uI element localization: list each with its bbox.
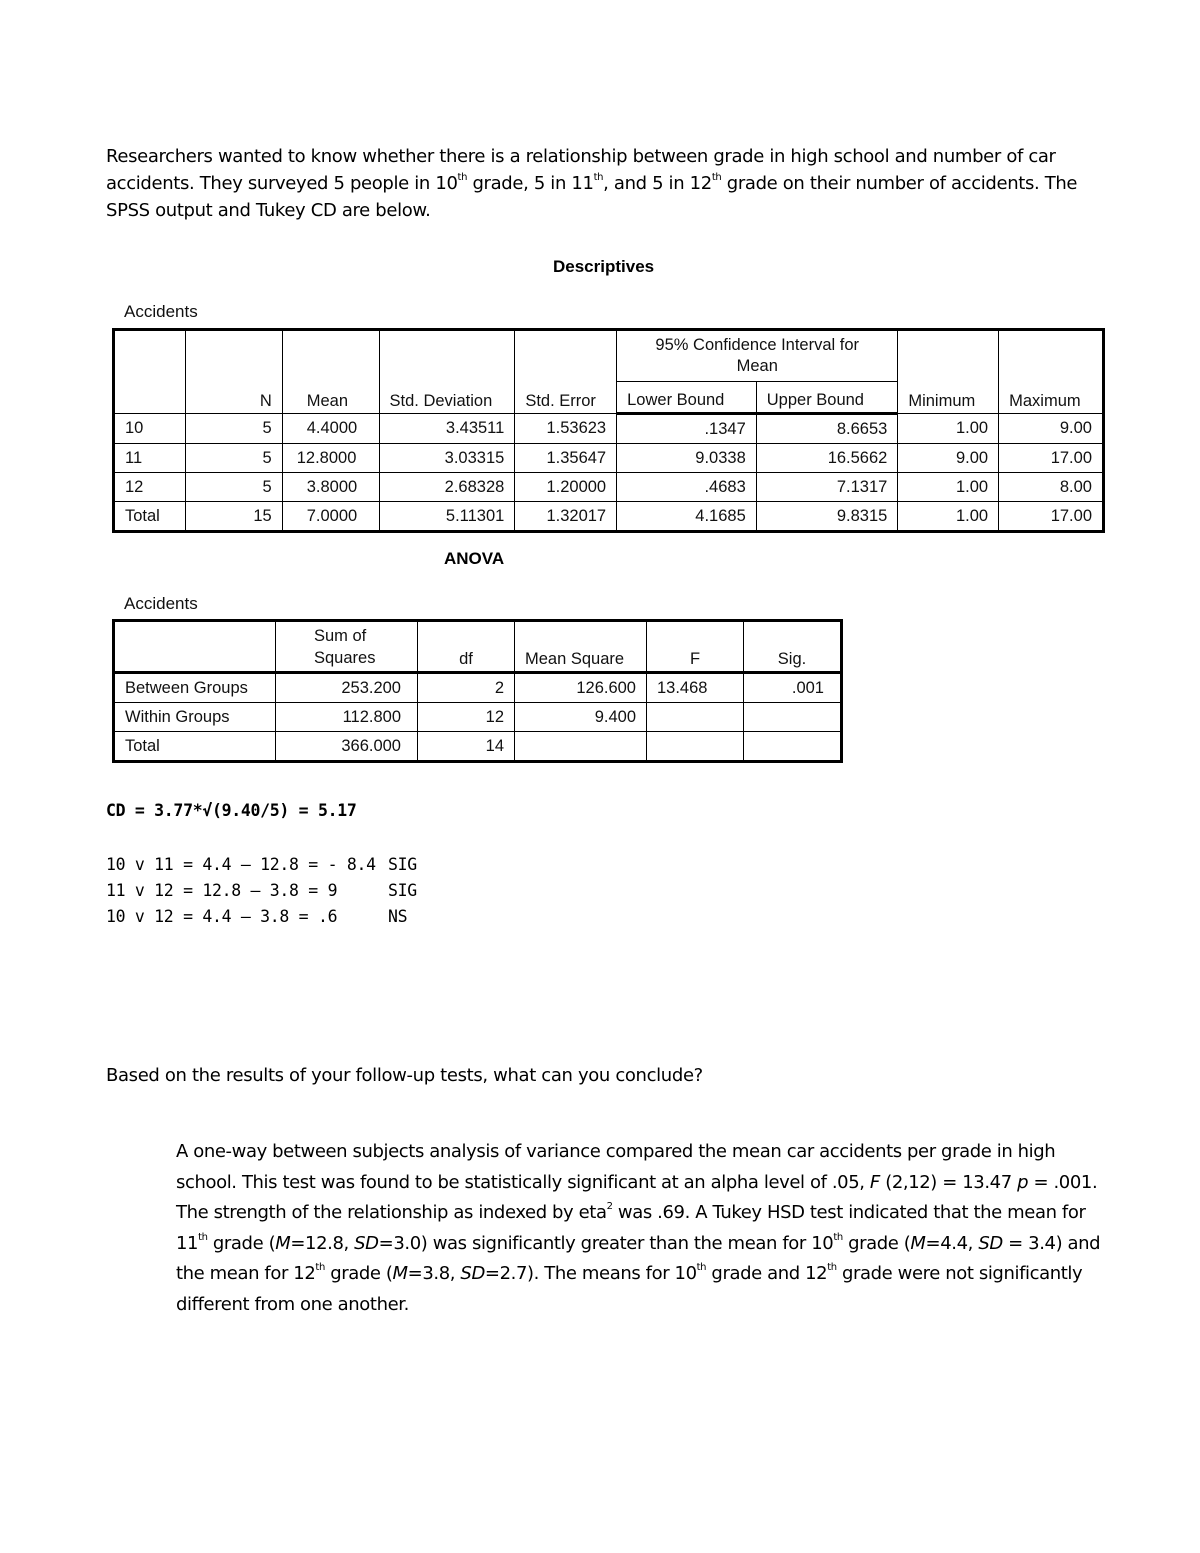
header-mean: Mean xyxy=(282,330,379,414)
answer-paragraph: A one-way between subjects analysis of variance compared the mean car accidents per grade in high school. This test was found to be statistically significant at an alpha level of .05, F (2,12) = 13.47 p = .001. The strength of the relationship as indexed by eta$^2$ was .69. A Tukey HSD test indicated that the mean for 11th grade (M=12.8, SD=3.0) was significantly greater than the mean for 10th grade (M=4.4, SD = 3.4) and the mean for 12th grade (M=3.8, SD=2.7). The means for 10th grade and 12th grade were not significantly different from one another. xyxy=(176,1141,1101,1315)
question: Based on the results of your follow-up tests, what can you conclude? xyxy=(106,1065,703,1086)
header-minimum: Minimum xyxy=(898,330,999,414)
header-sig: Sig. xyxy=(744,621,842,673)
header-std-deviation: Std. Deviation xyxy=(379,330,515,414)
comparison-result-3: NS xyxy=(388,907,408,926)
header-std-error: Std. Error xyxy=(515,330,617,414)
descriptives-table xyxy=(112,328,1105,533)
header-upper-bound: Upper Bound xyxy=(756,382,898,414)
header-df: df xyxy=(418,621,515,673)
comparison-result-1: SIG xyxy=(388,855,417,874)
anova-title: ANOVA xyxy=(444,549,505,568)
table-row: Within Groups 112.800 12 9.400 xyxy=(114,703,842,732)
descriptives-variable-label: Accidents xyxy=(124,302,198,321)
anova-variable-label: Accidents xyxy=(124,594,198,613)
header-confidence-interval: 95% Confidence Interval for Mean xyxy=(617,330,898,382)
table-row: Between Groups 253.200 2 126.600 13.468 .001 xyxy=(114,673,842,703)
table-row: Total 15 7.0000 5.11301 1.32017 4.1685 9.8315 1.00 17.00 xyxy=(114,502,1104,532)
header-maximum: Maximum xyxy=(999,330,1104,414)
table-row: 12 5 3.8000 2.68328 1.20000 .4683 7.1317 1.00 8.00 xyxy=(114,473,1104,502)
comparison-expr-1: 10 v 11 = 4.4 – 12.8 = - 8.4 xyxy=(106,855,376,874)
table-row: 10 5 4.4000 3.43511 1.53623 .1347 8.6653 1.00 9.00 xyxy=(114,414,1104,444)
cd-formula: CD = 3.77*√(9.40/5) = 5.17 xyxy=(106,801,357,820)
comparison-result-2: SIG xyxy=(388,881,417,900)
table-row: Total 366.000 14 xyxy=(114,732,842,762)
descriptives-title: Descriptives xyxy=(553,257,655,276)
comparison-expr-3: 10 v 12 = 4.4 – 3.8 = .6 xyxy=(106,907,338,926)
header-n: N xyxy=(185,330,282,414)
intro-paragraph: Researchers wanted to know whether there is a relationship between grade in high school and number of car accidents. They surveyed 5 people in 10th grade, 5 in 11th, and 5 in 12th grade on their number of accidents. The SPSS output and Tukey CD are below. xyxy=(106,146,1078,221)
table-row: 11 5 12.8000 3.03315 1.35647 9.0338 16.5662 9.00 17.00 xyxy=(114,444,1104,473)
anova-table xyxy=(112,619,843,763)
header-f: F xyxy=(647,621,744,673)
header-sum-of-squares: Sum of Squares xyxy=(276,621,418,673)
header-mean-square: Mean Square xyxy=(515,621,647,673)
comparison-expr-2: 11 v 12 = 12.8 – 3.8 = 9 xyxy=(106,881,338,900)
header-lower-bound: Lower Bound xyxy=(617,382,757,414)
